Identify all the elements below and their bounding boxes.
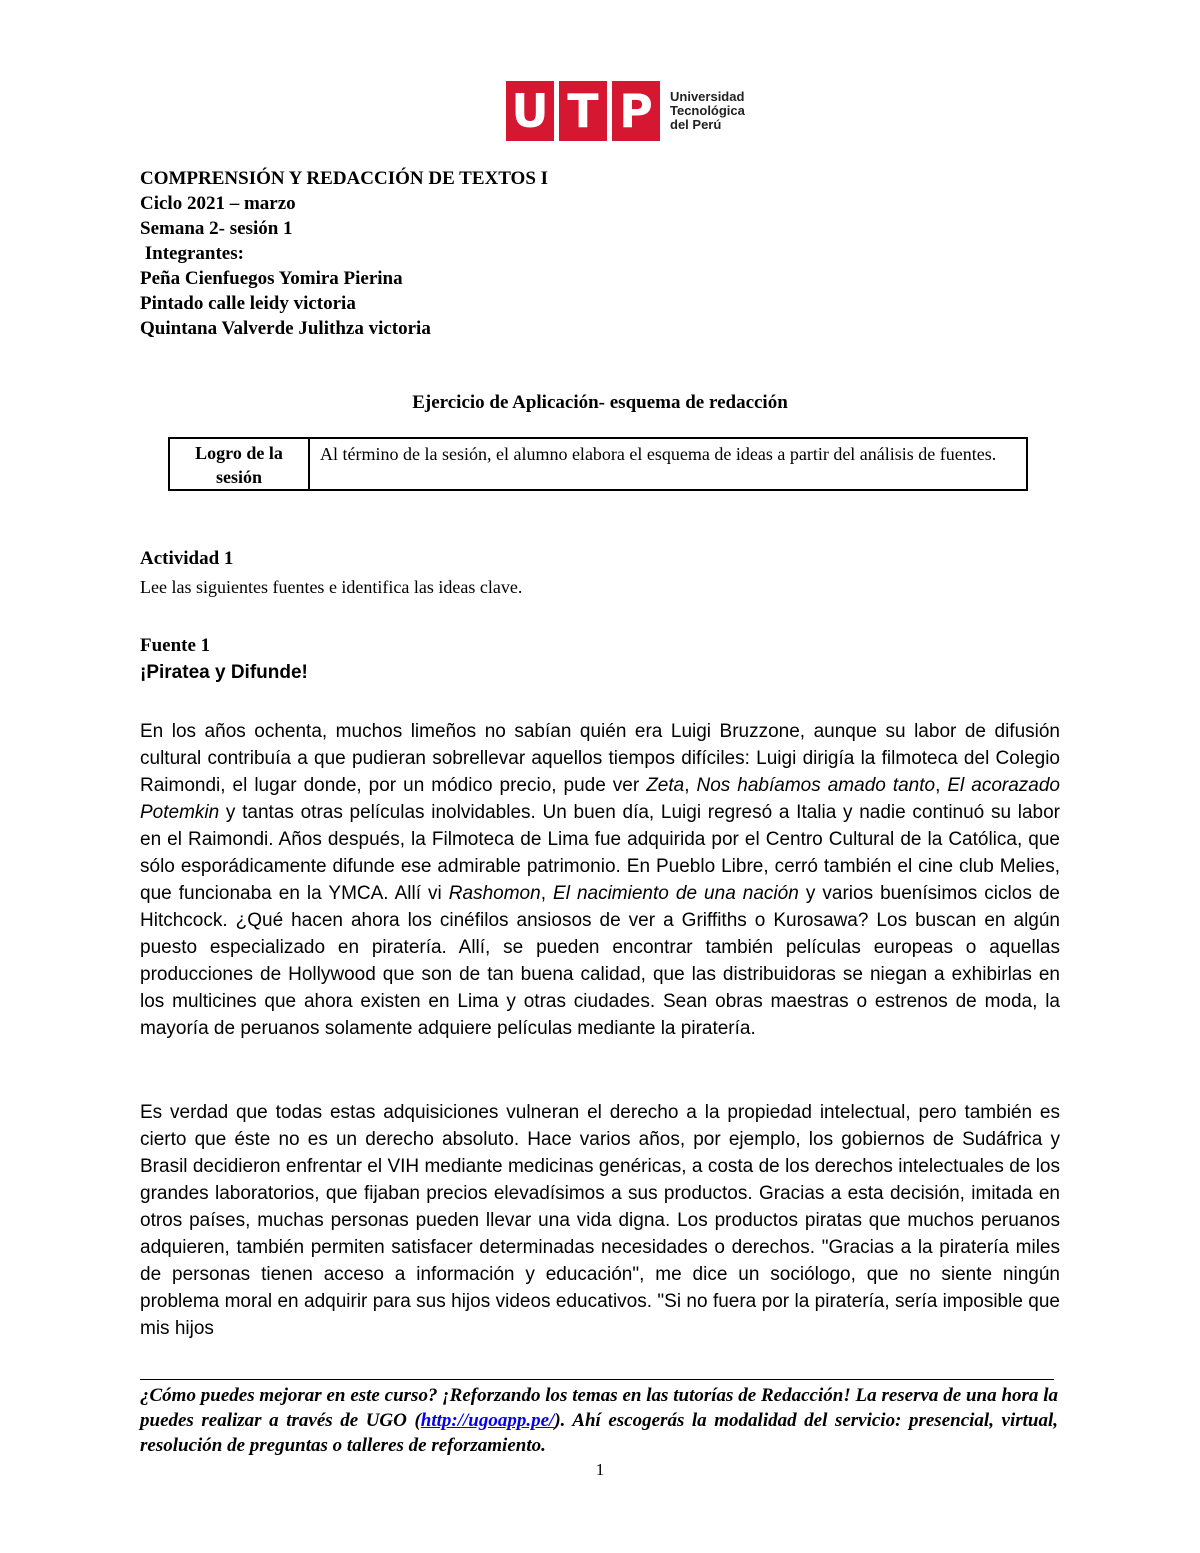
logro-table [168, 437, 1028, 491]
week-line: Semana 2- sesión 1 [140, 218, 293, 239]
logo-line-2: Tecnológica [670, 103, 745, 118]
document-header [140, 166, 548, 341]
p1-text-5: , [540, 883, 554, 904]
source-label: Fuente 1 [140, 635, 211, 656]
logo-line-3: del Perú [670, 117, 722, 132]
page-number: 1 [595, 1460, 605, 1479]
p1-text-2: , [684, 775, 697, 796]
paragraph-1 [140, 718, 1060, 1042]
ugo-link[interactable]: http://ugoapp.pe/ [420, 1410, 555, 1431]
footer-divider [140, 1379, 1054, 1380]
logro-label: Logro de la sesión [170, 439, 310, 489]
film-title-rashomon: Rashomon [448, 883, 541, 904]
logo-letter-t: T [559, 81, 607, 141]
logo-letter-u: U [506, 81, 554, 141]
film-title-potemkin: El acorazado Potemkin [140, 775, 1060, 823]
activity-title: Actividad 1 [140, 548, 234, 569]
p1-text-1: En los años ochenta, muchos limeños no sabían quién era Luigi Bruzzone, aunque su labor de difusión cultural contribuía a que pudieran sobrellevar aquellos tiempos difíciles: Luigi dirigía la filmoteca del Colegio Raimondi, el lugar donde, por un módico precio, pude ver [140, 721, 1060, 796]
film-title-nacimiento: El nacimiento de una nación [553, 883, 799, 904]
paragraph-2: Es verdad que todas estas adquisiciones vulneran el derecho a la propiedad intelectual, pero también es cierto que éste no es un derecho absoluto. Hace varios años, por ejemplo, los gobiernos de Sudáfrica y Brasil decidieron enfrentar el VIH mediante medicinas genéricas, a costa de los derechos intelectuales de los grandes laboratorios, que fijaban precios elevadísimos a sus productos. Gracias a esta decisión, imitada en otros países, muchas personas pueden llevar una vida digna. Los productos piratas que muchos peruanos adquieren, también permiten satisfacer determinadas necesidades o derechos. "Gracias a la piratería miles de personas tienen acceso a información y educación", me dice un sociólogo, que no siente ningún problema moral en adquirir para sus hijos videos educativos. "Si no fuera por la piratería, sería imposible que mis hijos [140, 1102, 1060, 1339]
footer-text-2: ). Ahí escogerás la modalidad del servicio: presencial, virtual, resolución de preguntas o talleres de reforzamiento. [140, 1410, 1058, 1456]
member-1: Peña Cienfuegos Yomira Pierina [140, 268, 403, 289]
utp-logo [506, 80, 745, 142]
logo-line-1: Universidad [670, 89, 745, 104]
logo-letter-p: P [612, 81, 660, 141]
exercise-title: Ejercicio de Aplicación- esquema de redacción [412, 392, 788, 413]
member-3: Quintana Valverde Julithza victoria [140, 318, 431, 339]
members-label: Integrantes: [140, 243, 244, 264]
footer-text-1: ¿Cómo puedes mejorar en este curso? ¡Reforzando los temas en las tutorías de Redacción! La reserva de una hora la puedes realizar a través de UGO ( [140, 1385, 1058, 1431]
p1-text-4: y tantas otras películas inolvidables. Un buen día, Luigi regresó a Italia y nadie continuó su labor en el Raimondi. Años después, la Filmoteca de Lima fue adquirida por el Centro Cultural de la Católica, que sólo esporádicamente difunde ese admirable patrimonio. En Pueblo Libre, cerró también el cine club Melies, que funcionaba en la YMCA. Allí vi [140, 802, 1060, 904]
activity-instruction: Lee las siguientes fuentes e identifica las ideas clave. [140, 577, 523, 597]
logo-wordmark [670, 90, 745, 132]
p1-text-6: y varios buenísimos ciclos de Hitchcock. ¿Qué hacen ahora los cinéfilos ansiosos de ver a Griffiths o Kurosawa? Los buscan en algún puesto especializado en piratería. Allí, se pueden encontrar también películas europeas o aquellas producciones de Hollywood que son de tan buena calidad, que las distribuidoras se niegan a exhibirlas en los multicines que ahora existen en Lima y otras ciudades. Sean obras maestras o estrenos de moda, la mayoría de peruanos solamente adquiere películas mediante la piratería. [140, 883, 1060, 1039]
course-title: COMPRENSIÓN Y REDACCIÓN DE TEXTOS I [140, 168, 549, 189]
logro-text: Al término de la sesión, el alumno elabora el esquema de ideas a partir del análisis de fuentes. [320, 444, 997, 464]
source-title: ¡Piratea y Difunde! [140, 662, 308, 683]
film-title-zeta: Zeta [646, 775, 685, 796]
cycle-line: Ciclo 2021 – marzo [140, 193, 296, 214]
footer-note [140, 1383, 1058, 1458]
p1-text-3: , [935, 775, 948, 796]
member-2: Pintado calle leidy victoria [140, 293, 356, 314]
film-title-nos-habiamos: Nos habíamos amado tanto [696, 775, 936, 796]
